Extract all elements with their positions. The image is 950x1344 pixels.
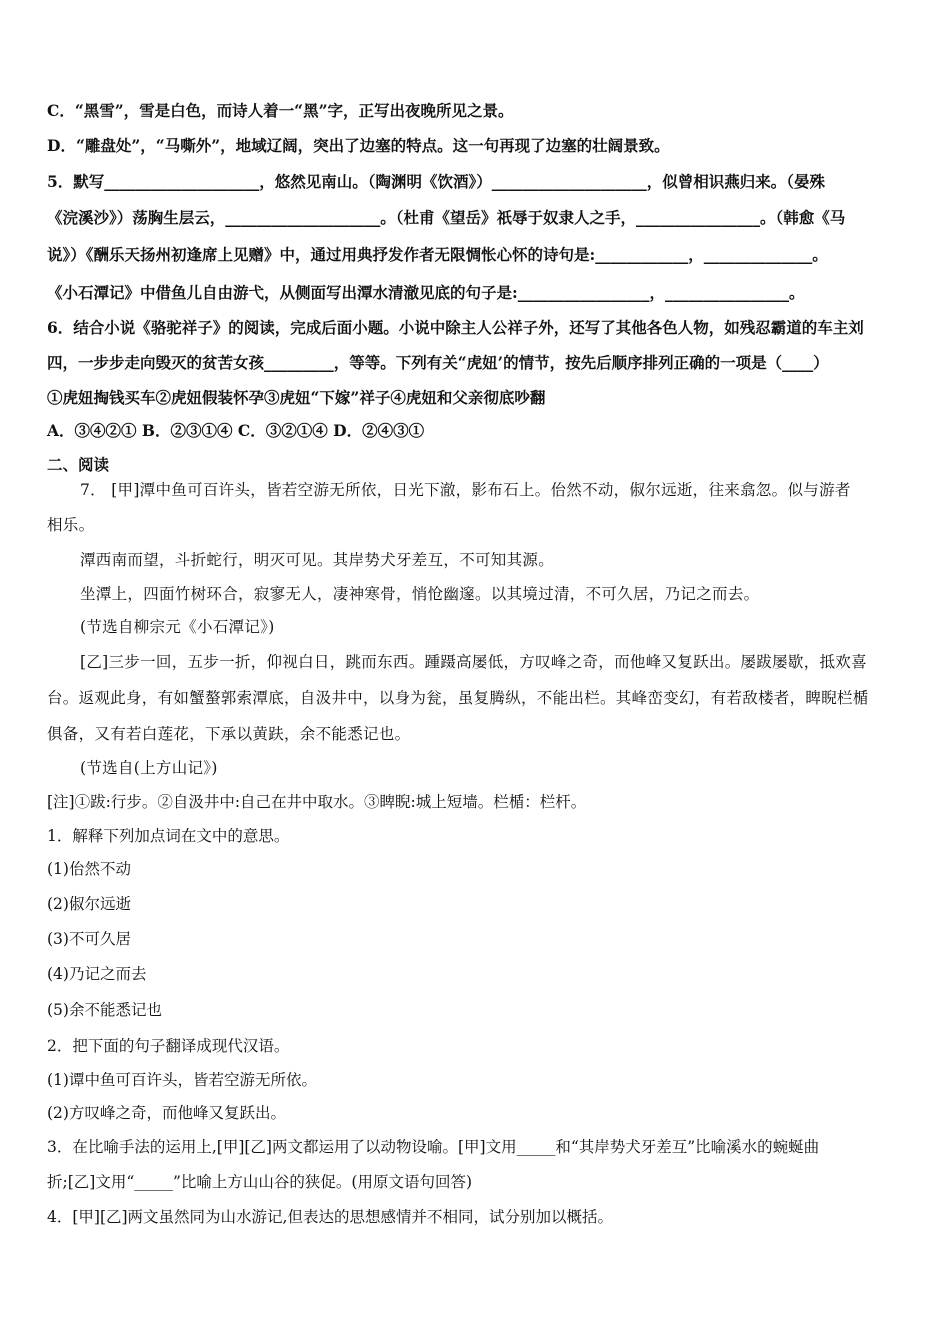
subquestion-3-line-1: 3．在比喻手法的运用上,[甲][乙]两文都运用了以动物设喻。[甲]文用_____和“其岸势犬牙差互”比喻溪水的蜿蜒曲 [47, 1138, 820, 1156]
passage-jia-source: (节选自柳宗元《小石潭记》) [80, 618, 275, 636]
question-6-options: A．③④②① B．②③①④ C．③②①④ D．②④③① [47, 421, 425, 440]
annotation-note: [注]①跋:行步。②自汲井中:自己在井中取水。③睥睨:城上短墙。栏楯：栏杆。 [47, 793, 587, 811]
subquestion-3-line-2: 折;[乙]文用“_____”比喻上方山山谷的狭促。(用原文语句回答) [47, 1173, 473, 1191]
question-5-line-3: 说》）《酬乐天扬州初逢席上见赠》中，通过用典抒发作者无限惆怅心怀的诗句是:____________，______________。 [47, 245, 828, 264]
subquestion-1: 1．解释下列加点词在文中的意思。 [47, 827, 290, 845]
passage-yi-source: (节选自(上方山记》) [80, 759, 218, 777]
subquestion-1-item-4: (4)乃记之而去 [47, 965, 147, 983]
subquestion-1-item-2: (2)俶尔远逝 [47, 895, 131, 913]
subquestion-1-item-1: (1)佁然不动 [47, 860, 131, 878]
option-c: C．“黑雪”，雪是白色，而诗人着一“黑”字，正写出夜晚所见之景。 [47, 101, 514, 120]
passage-jia-line-1: 7． [甲]潭中鱼可百许头，皆若空游无所依，日光下澈，影布石上。佁然不动，俶尔远逝，往来翕忽。似与游者 [80, 481, 851, 499]
subquestion-4: 4．[甲][乙]两文虽然同为山水游记,但表达的思想感情并不相同，试分别加以概括。 [47, 1208, 613, 1226]
subquestion-1-item-3: (3)不可久居 [47, 930, 131, 948]
subquestion-2-item-2: (2)方叹峰之奇，而他峰又复跃出。 [47, 1104, 286, 1122]
question-6-line-2: 四，一步步走向毁灭的贫苦女孩_________，等等。下列有关“虎妞’的情节，按先后顺序排列正确的一项是（____） [47, 353, 829, 372]
question-5-line-2: 《浣溪沙》）荡胸生层云，____________________。（杜甫《望岳》祇辱于奴隶人之手，________________。（韩愈《马 [47, 208, 846, 227]
passage-yi-line-2: 台。返观此身，有如蟹螯郭索潭底，自汲井中，以身为瓮，虽复腾纵，不能出栏。其峰峦变幻，有若敌楼者，睥睨栏楯 [47, 689, 869, 707]
question-6-items: ①虎妞掏钱买车②虎妞假装怀孕③虎妞“下嫁”祥子④虎妞和父亲彻底吵翻 [47, 388, 546, 407]
subquestion-2-item-1: (1)谭中鱼可百许头，皆若空游无所依。 [47, 1071, 317, 1089]
question-5-line-1: 5．默写____________________，悠然见南山。（陶渊明《饮酒》）____________________，似曾相识燕归来。（晏殊 [47, 172, 826, 191]
question-6-line-1: 6．结合小说《骆驼祥子》的阅读，完成后面小题。小说中除主人公祥子外，还写了其他各色人物，如残忍霸道的车主刘 [47, 318, 864, 337]
subquestion-2: 2．把下面的句子翻译成现代汉语。 [47, 1037, 290, 1055]
passage-jia-line-3: 潭西南而望，斗折蛇行，明灭可见。其岸势犬牙差互，不可知其源。 [80, 551, 555, 569]
passage-yi-line-1: [乙]三步一回，五步一折，仰视白日，跳而东西。踵蹑高屡低，方叹峰之奇，而他峰又复跃出。屡跋屡歇，抵欢喜 [80, 653, 867, 671]
section-title-reading: 二、阅读 [47, 455, 110, 474]
passage-jia-line-4: 坐潭上，四面竹树环合，寂寥无人，凄神寒骨，悄怆幽邃。以其境过清，不可久居，乃记之而去。 [80, 585, 760, 603]
option-d: D．“雕盘处”，“马嘶外”，地域辽阔，突出了边塞的特点。这一句再现了边塞的壮阔景致。 [47, 136, 670, 155]
question-5-line-4: 《小石潭记》中借鱼儿自由游弋，从侧面写出潭水清澈见底的句子是:_________________，________________。 [47, 283, 805, 302]
passage-yi-line-3: 俱备，又有若白莲花，下承以黄趺，余不能悉记也。 [47, 725, 411, 743]
passage-jia-line-2: 相乐。 [47, 516, 95, 534]
subquestion-1-item-5: (5)余不能悉记也 [47, 1001, 162, 1019]
